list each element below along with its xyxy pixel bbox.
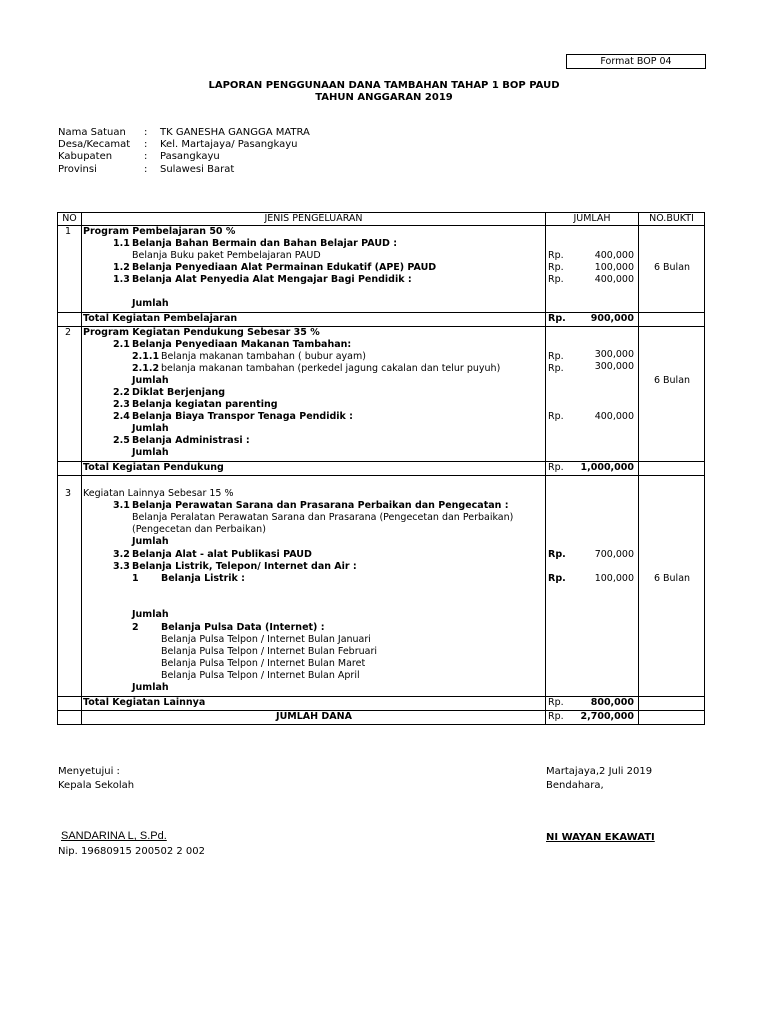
currency-label: Rp. (548, 697, 564, 708)
item-label: Belanja Biaya Transpor Tenaga Pendidik : (132, 411, 353, 422)
item-label: Belanja Penyediaan Alat Permainan Edukatif (APE) PAUD (132, 262, 437, 273)
format-code-box: Format BOP 04 (566, 54, 706, 69)
currency-label: Rp. (548, 262, 564, 273)
info-value: Pasangkayu (160, 151, 220, 162)
item-label: (Pengecetan dan Perbaikan) (132, 524, 266, 535)
info-value: Sulawesi Barat (160, 164, 235, 175)
grand-total-row (58, 711, 705, 725)
amount-value: 100,000 (594, 573, 634, 584)
item-number: 3.3 (113, 561, 130, 572)
item-label: Belanja Pulsa Telpon / Internet Bulan April (161, 670, 360, 681)
amount-value: 400,000 (594, 274, 634, 285)
item-number: 2.1.2 (132, 363, 160, 374)
section-no: 1 (65, 226, 72, 237)
currency-label: Rp. (548, 711, 564, 722)
currency-label: Rp. (548, 462, 564, 473)
item-number: 3.1 (113, 500, 130, 511)
amount-value: 300,000 (594, 361, 634, 372)
item-label: Belanja Alat Penyedia Alat Mengajar Bagi Pendidik : (132, 274, 412, 285)
table-header-row (58, 213, 705, 226)
subtotal-label: Jumlah (132, 375, 169, 386)
item-label: Belanja Penyediaan Makanan Tambahan: (132, 339, 352, 350)
item-label: belanja makanan tambahan (perkedel jagung cakalan dan telur puyuh) (161, 363, 501, 374)
info-sep: : (144, 139, 148, 150)
currency-label: Rp. (548, 274, 564, 285)
total-value: 1,000,000 (580, 462, 634, 473)
total-value: 900,000 (590, 313, 634, 324)
section-no: 3 (65, 488, 72, 499)
grand-total-value: 2,700,000 (580, 711, 634, 722)
evidence-label: 6 Bulan (653, 573, 691, 584)
treasurer-name: NI WAYAN EKAWATI (546, 832, 655, 843)
info-label: Desa/Kecamat (58, 139, 131, 150)
treasurer-title: Bendahara, (546, 780, 604, 791)
grand-total-label: JUMLAH DANA (276, 711, 352, 722)
header-no: NO (58, 213, 82, 226)
total-label: Total Kegiatan Lainnya (83, 697, 206, 708)
section-title: Program Kegiatan Pendukung Sebesar 35 % (83, 327, 320, 338)
item-label: Belanja Listrik, Telepon/ Internet dan Air : (132, 561, 357, 572)
info-sep: : (144, 127, 148, 138)
item-label: Belanja Pulsa Telpon / Internet Bulan Februari (161, 646, 378, 657)
item-label: Belanja Pulsa Data (Internet) : (161, 622, 325, 633)
amount-value: 400,000 (594, 250, 634, 261)
section-1-row (58, 226, 705, 313)
report-year: TAHUN ANGGARAN 2019 (315, 92, 453, 103)
approval-label: Menyetujui : (58, 766, 120, 777)
subtotal-label: Jumlah (132, 447, 169, 458)
currency-label: Rp. (548, 411, 564, 422)
section-no: 2 (65, 327, 72, 338)
item-label: Belanja Pulsa Telpon / Internet Bulan Januari (161, 634, 371, 645)
currency-label: Rp. (548, 573, 566, 584)
subtotal-label: Jumlah (132, 423, 169, 434)
info-sep: : (144, 164, 148, 175)
info-value: Kel. Martajaya/ Pasangkayu (160, 139, 298, 150)
total-label: Total Kegiatan Pembelajaran (83, 313, 238, 324)
header-jenis: JENIS PENGELUARAN (82, 213, 546, 226)
subtotal-label: Jumlah (132, 536, 169, 547)
total-value: 800,000 (590, 697, 634, 708)
item-label: Belanja makanan tambahan ( bubur ayam) (161, 351, 366, 362)
amount-value: 700,000 (594, 549, 634, 560)
currency-label: Rp. (548, 351, 564, 362)
currency-label: Rp. (548, 313, 566, 324)
item-label: Diklat Berjenjang (132, 387, 226, 398)
section-3-total-row (58, 697, 705, 711)
expense-table (57, 212, 705, 725)
principal-name: SANDARINA L, S.Pd. (61, 830, 167, 842)
item-label: Belanja kegiatan parenting (132, 399, 278, 410)
principal-nip: Nip. 19680915 200502 2 002 (58, 846, 206, 857)
item-number: 2 (132, 622, 139, 633)
report-title: LAPORAN PENGGUNAAN DANA TAMBAHAN TAHAP 1 BOP PAUD (208, 80, 560, 91)
place-date: Martajaya,2 Juli 2019 (546, 766, 653, 777)
currency-label: Rp. (548, 250, 564, 261)
total-label: Total Kegiatan Pendukung (83, 462, 224, 473)
evidence-label: 6 Bulan (653, 375, 691, 386)
currency-label: Rp. (548, 363, 564, 374)
item-number: 1.1 (113, 238, 130, 249)
amount-value: 100,000 (594, 262, 634, 273)
section-2-row (58, 327, 705, 462)
section-2-total-row (58, 462, 705, 476)
item-number: 1 (132, 573, 139, 584)
item-label: Belanja Listrik : (161, 573, 245, 584)
item-number: 2.3 (113, 399, 130, 410)
info-label: Provinsi (58, 164, 97, 175)
info-value: TK GANESHA GANGGA MATRA (160, 127, 310, 138)
subtotal-label: Jumlah (132, 682, 169, 693)
item-label: Belanja Administrasi : (132, 435, 250, 446)
section-1-total-row (58, 313, 705, 327)
info-label: Kabupaten (58, 151, 113, 162)
item-number: 2.1.1 (132, 351, 160, 362)
item-number: 2.4 (113, 411, 130, 422)
info-sep: : (144, 151, 148, 162)
item-label: Belanja Pulsa Telpon / Internet Bulan Maret (161, 658, 366, 669)
amount-value: 400,000 (594, 411, 634, 422)
item-label: Belanja Buku paket Pembelajaran PAUD (132, 250, 321, 261)
subtotal-label: Jumlah (132, 609, 169, 620)
currency-label: Rp. (548, 549, 566, 560)
section-3-row (58, 476, 705, 697)
evidence-label: 6 Bulan (653, 262, 691, 273)
item-number: 1.3 (113, 274, 130, 285)
principal-title: Kepala Sekolah (58, 780, 135, 791)
item-label: Belanja Peralatan Perawatan Sarana dan Prasarana (Pengecetan dan Perbaikan) (132, 512, 514, 523)
info-label: Nama Satuan (58, 127, 126, 138)
item-label: Belanja Alat - alat Publikasi PAUD (132, 549, 312, 560)
item-number: 3.2 (113, 549, 130, 560)
item-label: Belanja Perawatan Sarana dan Prasarana Perbaikan dan Pengecatan : (132, 500, 509, 511)
header-bukti: NO.BUKTI (639, 213, 705, 226)
item-number: 2.2 (113, 387, 130, 398)
amount-value: 300,000 (594, 349, 634, 360)
item-number: 1.2 (113, 262, 130, 273)
header-jumlah: JUMLAH (546, 213, 639, 226)
subtotal-label: Jumlah (132, 298, 169, 309)
section-title: Program Pembelajaran 50 % (83, 226, 236, 237)
item-number: 2.5 (113, 435, 130, 446)
item-label: Belanja Bahan Bermain dan Bahan Belajar PAUD : (132, 238, 398, 249)
section-title: Kegiatan Lainnya Sebesar 15 % (83, 488, 234, 499)
item-number: 2.1 (113, 339, 130, 350)
